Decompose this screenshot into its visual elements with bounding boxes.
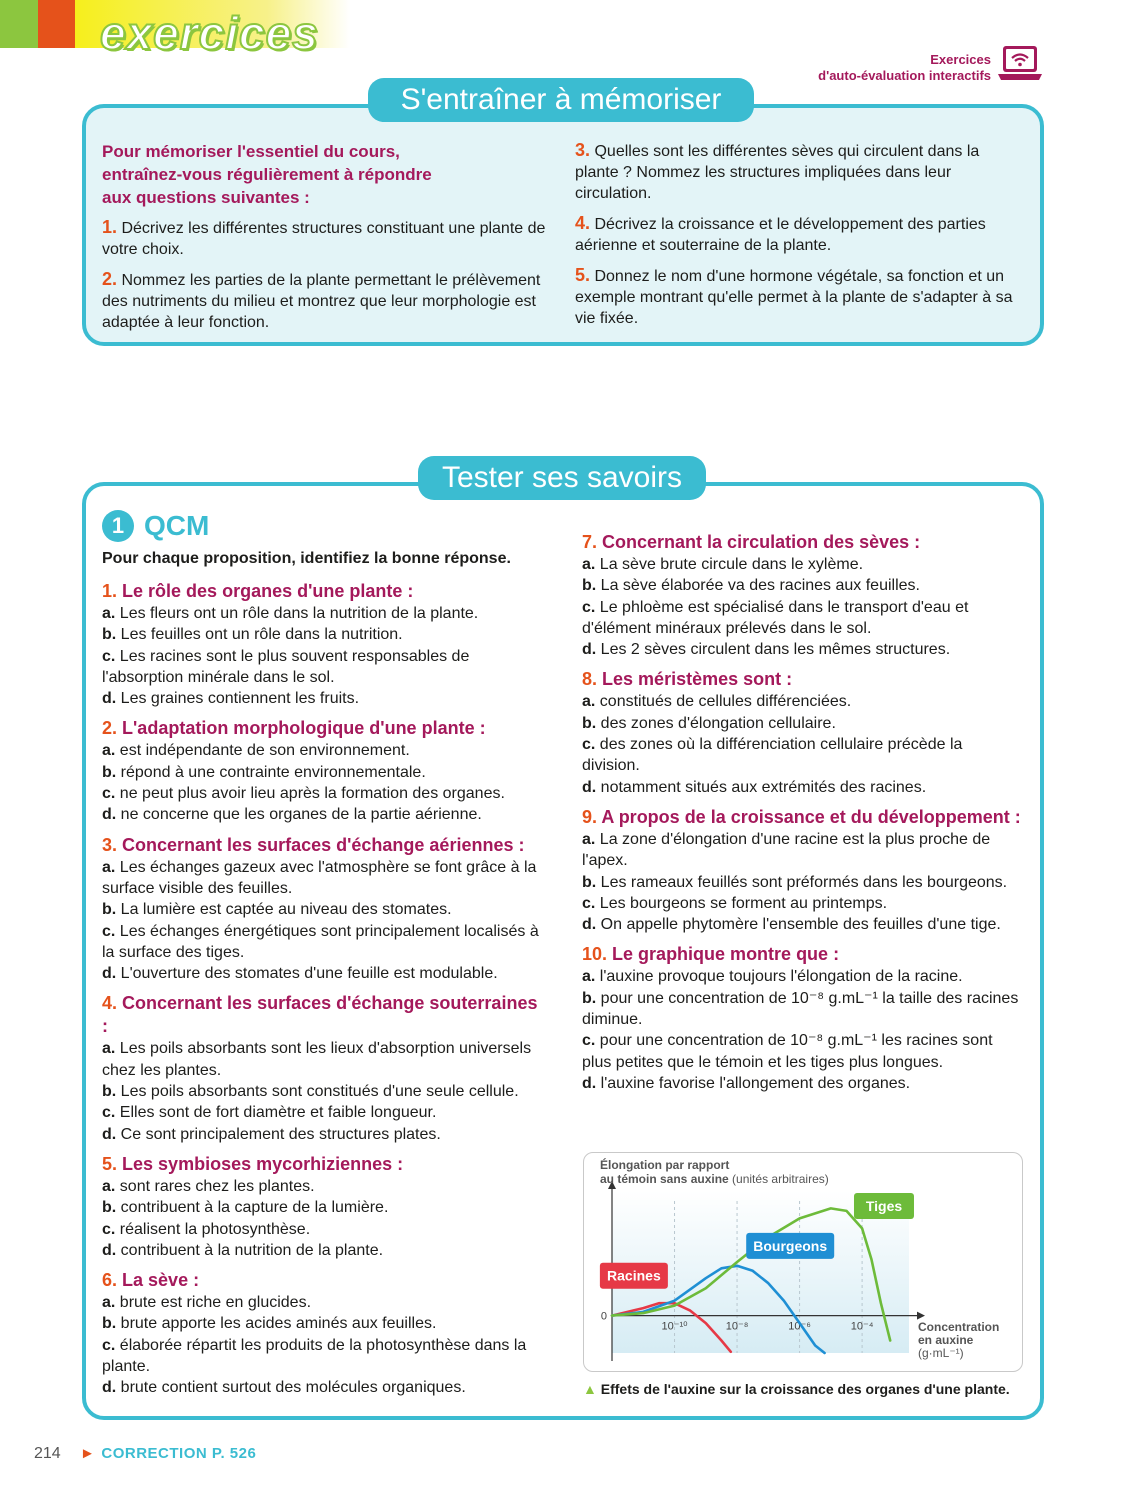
qcm-instruction: Pour chaque proposition, identifiez la bonne réponse. [102,550,511,567]
page-title: exercices [100,7,319,59]
chart-x-tick-label: 10⁻¹⁰ [661,1320,688,1333]
qcm-left-column [102,580,542,1407]
qcm-option[interactable]: d. contribuent à la nutrition de la plante. [102,1241,384,1259]
qcm-option[interactable]: c. Les échanges énergétiques sont principalement localisés à la surface des tiges. [102,922,539,961]
qcm-question [102,1269,542,1398]
qcm-title: QCM [144,510,210,541]
qcm-option[interactable]: a. brute est riche en glucides. [102,1294,312,1312]
qcm-right-column [582,531,1022,1102]
qcm-option[interactable]: a. l'auxine provoque toujours l'élongation de la racine. [582,968,963,986]
qcm-option[interactable]: d. Ce sont principalement des structures plates. [102,1125,441,1143]
qcm-question [582,943,1022,1094]
qcm-option[interactable]: c. des zones où la différenciation cellulaire précède la division. [582,736,963,775]
memoriser-question: 1. Décrivez les différentes structures constituant une plante de votre choix. [102,217,546,258]
chart-x-tick-label: 10⁻⁶ [788,1320,811,1333]
memoriser-question: 4. Décrivez la croissance et le développement des parties aérienne et souterraine de la plante. [575,213,986,254]
auto-eval-line1: Exercices [930,52,991,67]
chart-origin-label: 0 [600,1310,607,1323]
chart-y-label: au témoin sans auxine (unités arbitraires) [600,1172,829,1186]
qcm-option[interactable]: c. pour une concentration de 10⁻⁸ g.mL⁻¹ les racines sont plus petites que le témoin et les tiges plus longues. [582,1032,993,1071]
chart-x-axis-arrow [917,1312,925,1320]
auto-eval-link[interactable] [818,52,991,84]
memoriser-right-column [575,140,1025,338]
qcm-option[interactable]: b. Les feuilles ont un rôle dans la nutrition. [102,626,403,644]
chart-x-tick-label: 10⁻⁴ [850,1320,874,1333]
qcm-heading [102,510,209,542]
memoriser-intro: Pour mémoriser l'essentiel du cours, entraînez-vous régulièrement à répondre aux questions suivantes : [102,142,432,207]
qcm-option[interactable]: b. des zones d'élongation cellulaire. [582,714,836,732]
chart-x-label: en auxine [918,1333,974,1347]
qcm-question-title: 4. Concernant les surfaces d'échange souterraines : [102,993,538,1037]
qcm-option[interactable]: a. La zone d'élongation d'une racine est la plus proche de l'apex. [582,830,991,870]
qcm-question-title: 9. A propos de la croissance et du développement : [582,806,1021,827]
qcm-question [102,834,542,985]
qcm-question [102,992,542,1144]
qcm-question-title: 5. Les symbioses mycorhiziennes : [102,1153,404,1174]
qcm-option[interactable]: d. brute contient surtout des molécules organiques. [102,1379,466,1397]
qcm-question [102,1153,542,1261]
qcm-option[interactable]: a. constitués de cellules différenciées. [582,693,852,711]
auto-eval-line2: d'auto-évaluation interactifs [818,68,991,83]
chart-x-tick-label: 10⁻⁸ [725,1320,749,1333]
qcm-option[interactable]: c. Les bourgeons se forment au printemps. [582,894,888,912]
chart-series-label: Tiges [865,1197,903,1214]
auxin-chart [584,1153,1022,1371]
qcm-option[interactable]: b. La sève élaborée va des racines aux feuilles. [582,577,920,595]
qcm-option[interactable]: d. On appelle phytomère l'ensemble des feuilles d'une tige. [582,916,1001,934]
qcm-option[interactable]: d. L'ouverture des stomates d'une feuille est modulable. [102,965,498,983]
qcm-question [582,531,1022,660]
auxin-chart-frame [583,1152,1023,1372]
qcm-option[interactable]: d. ne concerne que les organes de la partie aérienne. [102,806,482,824]
qcm-option[interactable]: c. Les racines sont le plus souvent responsables de l'absorption minérale dans le sol. [102,647,470,686]
qcm-option[interactable]: a. Les fleurs ont un rôle dans la nutrition de la plante. [102,605,479,622]
qcm-option[interactable]: b. répond à une contrainte environnementale. [102,763,426,781]
memoriser-question: 5. Donnez le nom d'une hormone végétale, sa fonction et un exemple montrant qu'elle permet à la plante de s'adapter à sa vie fixée. [575,265,1013,327]
qcm-question [582,806,1022,935]
qcm-option[interactable]: b. pour une concentration de 10⁻⁸ g.mL⁻¹ la taille des racines diminue. [582,989,1019,1029]
qcm-option[interactable]: a. sont rares chez les plantes. [102,1177,315,1195]
chart-y-label: Élongation par rapport [600,1158,730,1172]
qcm-option[interactable]: d. notamment situés aux extrémités des racines. [582,778,927,796]
memoriser-title: S'entraîner à mémoriser [368,78,754,122]
qcm-option[interactable]: c. ne peut plus avoir lieu après la formation des organes. [102,785,505,803]
qcm-question-title: 3. Concernant les surfaces d'échange aériennes : [102,834,525,855]
memoriser-left-column [102,140,552,342]
qcm-question-title: 2. L'adaptation morphologique d'une plante : [102,718,486,739]
qcm-option[interactable]: b. La lumière est captée au niveau des stomates. [102,901,452,919]
qcm-number-badge: 1 [102,510,134,542]
chart-x-label: Concentration [918,1320,1000,1334]
chart-series-label: Bourgeons [753,1237,828,1254]
qcm-option[interactable]: b. contribuent à la capture de la lumière. [102,1199,389,1217]
memoriser-question: 2. Nommez les parties de la plante permettant le prélèvement des nutriments du milieu et montrez que leur morphologie est adaptée à leur fonction. [102,269,541,331]
qcm-question-title: 7. Concernant la circulation des sèves : [582,532,921,552]
qcm-option[interactable]: c. Le phloème est spécialisé dans le transport d'eau et d'élément minéraux prélevés dans le sol. [582,598,969,637]
qcm-option[interactable]: a. Les poils absorbants sont les lieux d'absorption universels chez les plantes. [102,1040,532,1079]
qcm-question-title: 6. La sève : [102,1270,200,1291]
header-green-tab [0,0,38,48]
qcm-question-title: 10. Le graphique montre que : [582,944,840,965]
qcm-option[interactable]: d. Les 2 sèves circulent dans les mêmes structures. [582,641,951,659]
qcm-question-title: 1. Le rôle des organes d'une plante : [102,581,414,601]
qcm-option[interactable]: c. élaborée répartit les produits de la photosynthèse dans la plante. [102,1336,527,1376]
qcm-option[interactable]: b. brute apporte les acides aminés aux feuilles. [102,1315,437,1333]
correction-link[interactable]: ► CORRECTION P. 526 [80,1445,257,1462]
qcm-option[interactable]: a. La sève brute circule dans le xylème. [582,556,864,573]
chart-series-label: Racines [607,1267,661,1284]
qcm-question [102,717,542,825]
qcm-question [582,668,1022,797]
qcm-option[interactable]: c. Elles sont de fort diamètre et faible longueur. [102,1104,437,1122]
qcm-question-title: 8. Les méristèmes sont : [582,669,793,690]
qcm-option[interactable]: c. réalisent la photosynthèse. [102,1220,311,1238]
tester-title: Tester ses savoirs [418,456,706,500]
qcm-option[interactable]: a. Les échanges gazeux avec l'atmosphère se font grâce à la surface visible des feuilles. [102,858,537,897]
qcm-option[interactable]: b. Les rameaux feuillés sont préformés dans les bourgeons. [582,873,1008,891]
qcm-option[interactable]: b. Les poils absorbants sont constitués d'une seule cellule. [102,1083,519,1101]
chart-x-label: (g·mL⁻¹) [918,1346,964,1360]
memoriser-question: 3. Quelles sont les différentes sèves qui circulent dans la plante ? Nommez les structures impliquées dans leur circulation. [575,140,980,202]
page-number: 214 [34,1445,61,1462]
laptop-wifi-icon[interactable] [998,44,1042,82]
qcm-option[interactable]: d. l'auxine favorise l'allongement des organes. [582,1074,911,1092]
qcm-option[interactable]: a. est indépendante de son environnement. [102,742,410,760]
chart-caption: ▲ Effets de l'auxine sur la croissance des organes d'une plante. [583,1381,1010,1397]
qcm-question [102,580,542,709]
qcm-option[interactable]: d. Les graines contiennent les fruits. [102,690,360,708]
